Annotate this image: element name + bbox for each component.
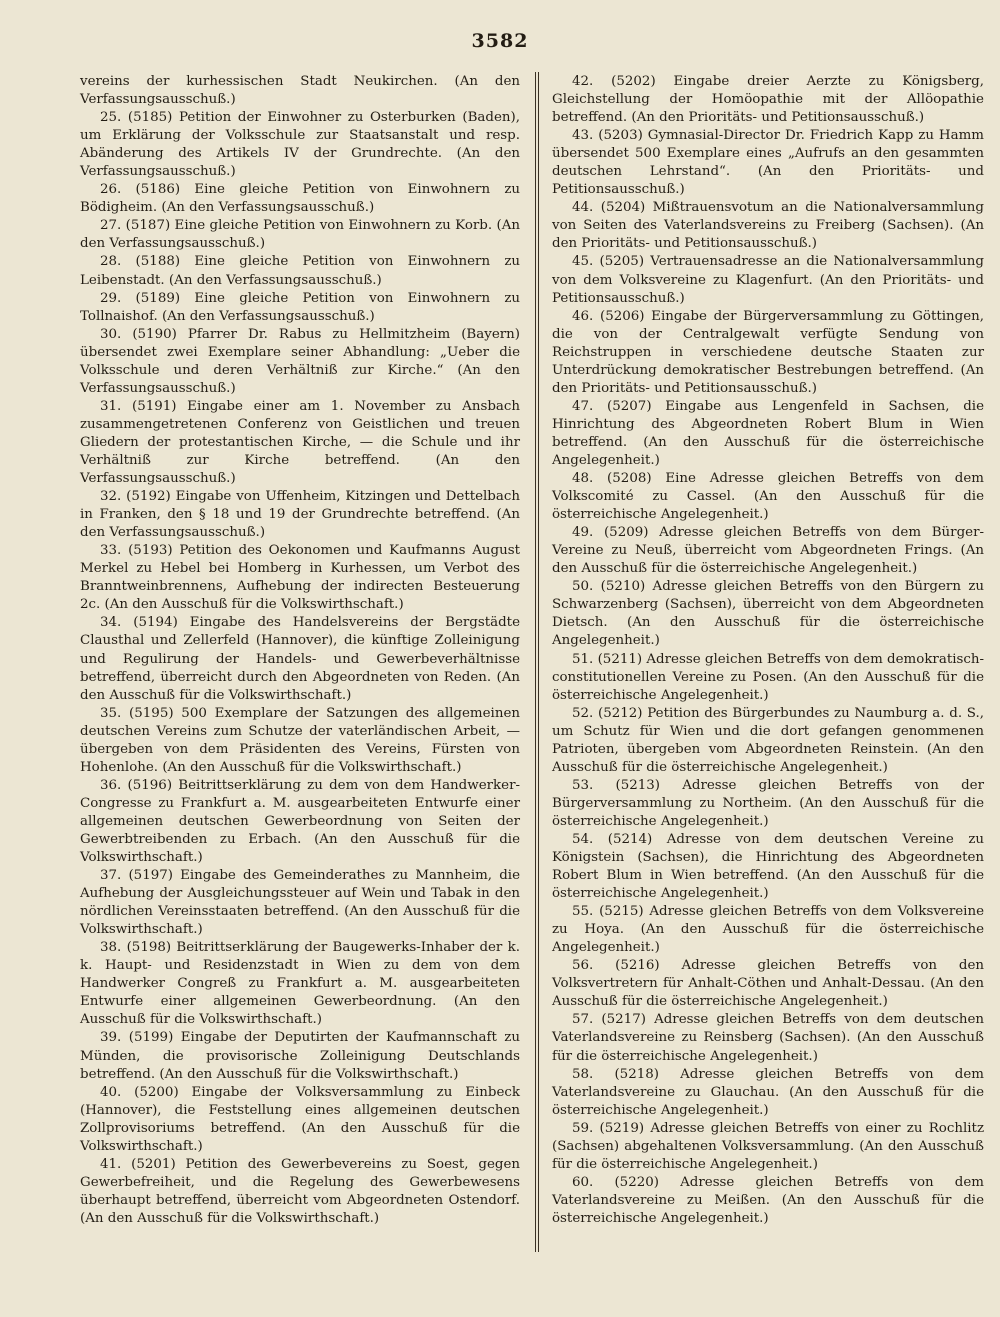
entry-paragraph: 27. (5187) Eine gleiche Petition von Einwohnern zu Korb. (An den Verfassungsausschuß.) <box>80 218 520 252</box>
entry-paragraph: 32. (5192) Eingabe von Uffenheim, Kitzingen und Dettelbach in Franken, den § 18 und 19 der Grundrechte betreffend. (An den Verfassungsausschuß.) <box>80 489 520 541</box>
entry-paragraph: 45. (5205) Vertrauensadresse an die Nationalversammlung von dem Volksvereine zu Klagenfurt. (An den Prioritäts- und Petitionsausschuß.) <box>552 254 984 306</box>
entry-paragraph: 47. (5207) Eingabe aus Lengenfeld in Sachsen, die Hinrichtung des Abgeordneten Robert Blum in Wien betreffend. (An den Ausschuß für die österreichische Angelegenheit.) <box>552 398 984 468</box>
entry-paragraph: 58. (5218) Adresse gleichen Betreffs von dem Vaterlandsvereine zu Glauchau. (An den Ausschuß für die österreichische Angelegenheit.) <box>552 1066 984 1118</box>
column-divider <box>538 72 539 1252</box>
entry-paragraph: 53. (5213) Adresse gleichen Betreffs von der Bürgerversammlung zu Northeim. (An den Ausschuß für die österreichische Angelegenheit.) <box>552 777 984 829</box>
entry-paragraph: 31. (5191) Eingabe einer am 1. November zu Ansbach zusammengetretenen Conferenz von Geistlichen und treuen Gliedern der protestantischen Kirche, — die Schule und ihr Verhältniß zur Kirche betreffend. (An den Verfassungsausschuß.) <box>80 398 520 487</box>
entry-paragraph: 55. (5215) Adresse gleichen Betreffs von dem Volksvereine zu Hoya. (An den Ausschuß für die österreichische Angelegenheit.) <box>552 904 984 956</box>
left-column <box>80 73 520 1228</box>
entry-paragraph: 44. (5204) Mißtrauensvotum an die Nationalversammlung von Seiten des Vaterlandsvereins zu Freiberg (Sachsen). (An den Prioritäts- und Petitionsausschuß.) <box>552 200 984 252</box>
entry-paragraph: 48. (5208) Eine Adresse gleichen Betreffs von dem Volkscomité zu Cassel. (An den Ausschuß für die österreichische Angelegenheit.) <box>552 471 984 523</box>
page-number: 3582 <box>471 30 529 52</box>
entry-paragraph: vereins der kurhessischen Stadt Neukirchen. (An den Verfassungsausschuß.) <box>80 74 520 108</box>
entry-paragraph: 26. (5186) Eine gleiche Petition von Einwohnern zu Bödigheim. (An den Verfassungsausschuß.) <box>80 182 520 216</box>
entry-paragraph: 49. (5209) Adresse gleichen Betreffs von dem Bürger-Vereine zu Neuß, überreicht vom Abgeordneten Frings. (An den Ausschuß für die österreichische Angelegenheit.) <box>552 525 984 577</box>
entry-paragraph: 60. (5220) Adresse gleichen Betreffs von dem Vaterlandsvereine zu Meißen. (An den Ausschuß für die österreichische Angelegenheit.) <box>552 1174 984 1226</box>
entry-paragraph: 41. (5201) Petition des Gewerbevereins zu Soest, gegen Gewerbefreiheit, und die Regelung des Gewerbewesens überhaupt betreffend, überreicht vom Abgeordneten Ostendorf. (An den Ausschuß für die Volkswirthschaft.) <box>80 1156 520 1226</box>
entry-paragraph: 35. (5195) 500 Exemplare der Satzungen des allgemeinen deutschen Vereins zum Schutze der vaterländischen Arbeit, — übergeben von dem Präsidenten des Vereins, Fürsten von Hohenlohe. (An den Ausschuß für die Volkswirthschaft.) <box>80 705 520 775</box>
entry-paragraph: 29. (5189) Eine gleiche Petition von Einwohnern zu Tollnaishof. (An den Verfassungsausschuß.) <box>80 290 520 324</box>
entry-paragraph: 52. (5212) Petition des Bürgerbundes zu Naumburg a. d. S., um Schutz für Wien und die dort gefangen genommenen Patrioten, übergeben vom Abgeordneten Reinstein. (An den Ausschuß für die österreichische Angelegenheit.) <box>552 705 984 775</box>
entry-paragraph: 38. (5198) Beitrittserklärung der Baugewerks-Inhaber der k. k. Haupt- und Residenzstadt in Wien zu dem von dem Handwerker Congreß zu Frankfurt a. M. ausgearbeiteten Entwurfe einer allgemeinen Gewerbeordnung. (An den Ausschuß für die Volkswirthschaft.) <box>80 940 520 1028</box>
entry-paragraph: 39. (5199) Eingabe der Deputirten der Kaufmannschaft zu Münden, die provisorische Zolleinigung Deutschlands betreffend. (An den Ausschuß für die Volkswirthschaft.) <box>80 1030 520 1082</box>
entry-paragraph: 36. (5196) Beitrittserklärung zu dem von dem Handwerker-Congresse zu Frankfurt a. M. ausgearbeiteten Entwurfe einer allgemeinen deutschen Gewerbeordnung von Seiten der Gewerbtreibenden zu Erbach. (An den Ausschuß für die Volkswirthschaft.) <box>80 777 520 866</box>
entry-paragraph: 59. (5219) Adresse gleichen Betreffs von einer zu Rochlitz (Sachsen) abgehaltenen Volksversammlung. (An den Ausschuß für die österreichische Angelegenheit.) <box>552 1120 984 1172</box>
entry-paragraph: 56. (5216) Adresse gleichen Betreffs von den Volksvertretern für Anhalt-Cöthen und Anhalt-Dessau. (An den Ausschuß für die österreichische Angelegenheit.) <box>552 958 984 1010</box>
entry-paragraph: 25. (5185) Petition der Einwohner zu Osterburken (Baden), um Erklärung der Volksschule zur Staatsanstalt und resp. Abänderung des Artikels IV der Grundrechte. (An den Verfassungsausschuß.) <box>80 110 520 180</box>
entry-paragraph: 46. (5206) Eingabe der Bürgerversammlung zu Göttingen, die von der Centralgewalt verfügte Sendung von Reichstruppen in verschiedene deutsche Staaten zur Unterdrückung demokratischer Bestrebungen betreffend. (An den Prioritäts- und Petitionsausschuß.) <box>552 308 984 396</box>
entry-paragraph: 40. (5200) Eingabe der Volksversammlung zu Einbeck (Hannover), die Feststellung eines allgemeinen deutschen Zollprovisoriums betreffend. (An den Ausschuß für die Volkswirthschaft.) <box>80 1084 520 1154</box>
entry-paragraph: 37. (5197) Eingabe des Gemeinderathes zu Mannheim, die Aufhebung der Ausgleichungssteuer auf Wein und Tabak in den nördlichen Vereinsstaaten betreffend. (An den Ausschuß für die Volkswirthschaft.) <box>80 868 520 938</box>
entry-paragraph: 54. (5214) Adresse von dem deutschen Vereine zu Königstein (Sachsen), die Hinrichtung des Abgeordneten Robert Blum in Wien betreffend. (An den Ausschuß für die österreichische Angelegenheit.) <box>552 831 984 902</box>
entry-paragraph: 57. (5217) Adresse gleichen Betreffs von dem deutschen Vaterlandsvereine zu Reinsberg (Sachsen). (An den Ausschuß für die österreichische Angelegenheit.) <box>552 1012 984 1064</box>
entry-paragraph: 50. (5210) Adresse gleichen Betreffs von den Bürgern zu Schwarzenberg (Sachsen), überreicht von dem Abgeordneten Dietsch. (An den Ausschuß für die österreichische Angelegenheit.) <box>552 579 984 649</box>
entry-paragraph: 43. (5203) Gymnasial-Director Dr. Friedrich Kapp zu Hamm übersendet 500 Exemplare eines „Aufrufs an den gesammten deutschen Lehrstand“. (An den Prioritäts- und Petitionsausschuß.) <box>552 128 984 198</box>
entry-paragraph: 34. (5194) Eingabe des Handelsvereins der Bergstädte Clausthal und Zellerfeld (Hannover), die künftige Zolleinigung und Regulirung der Handels- und Gewerbeverhältnisse betreffend, überreicht durch den Abgeordneten von Reden. (An den Ausschuß für die Volkswirthschaft.) <box>80 615 520 703</box>
entry-paragraph: 33. (5193) Petition des Oekonomen und Kaufmanns August Merkel zu Hebel bei Homberg in Kurhessen, um Verbot des Branntweinbrennens, Aufhebung der indirecten Besteuerung 2c. (An den Ausschuß für die Volkswirthschaft.) <box>80 543 520 613</box>
entry-paragraph: 42. (5202) Eingabe dreier Aerzte zu Königsberg, Gleichstellung der Homöopathie mit der Allöopathie betreffend. (An den Prioritäts- und Petitionsausschuß.) <box>552 74 984 126</box>
column-divider <box>535 72 536 1252</box>
entry-paragraph: 30. (5190) Pfarrer Dr. Rabus zu Hellmitzheim (Bayern) übersendet zwei Exemplare seiner Abhandlung: „Ueber die Volksschule und deren Verhältniß zur Kirche.“ (An den Verfassungsausschuß.) <box>80 326 520 396</box>
entry-paragraph: 28. (5188) Eine gleiche Petition von Einwohnern zu Leibenstadt. (An den Verfassungsausschuß.) <box>80 254 520 288</box>
entry-paragraph: 51. (5211) Adresse gleichen Betreffs von dem demokratisch-constitutionellen Vereine zu Posen. (An den Ausschuß für die österreichische Angelegenheit.) <box>552 651 984 703</box>
right-column <box>552 73 984 1228</box>
